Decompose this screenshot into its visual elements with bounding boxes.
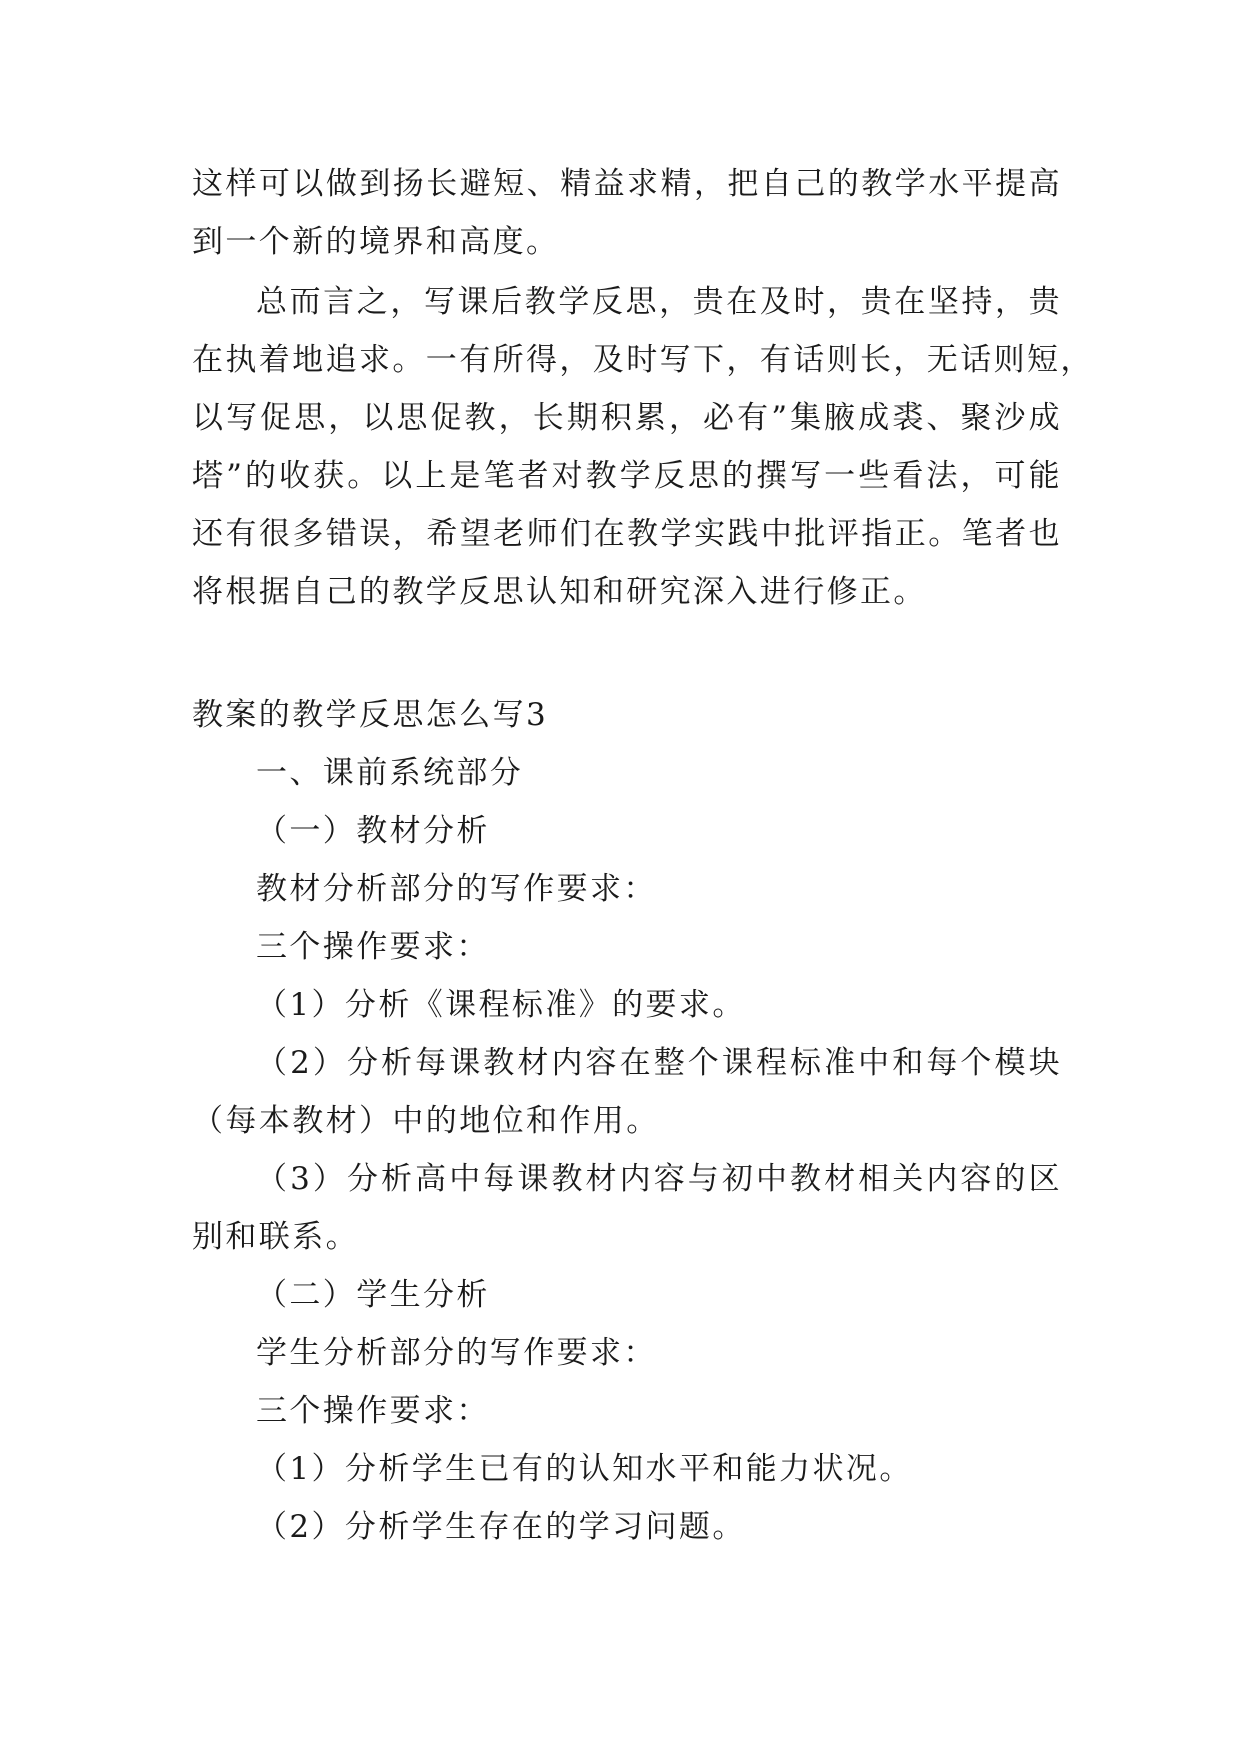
paragraph-line: 三个操作要求： [256,929,490,965]
list-item-continuation: 别和联系。 [192,1219,359,1255]
list-item-continuation: （每本教材）中的地位和作用。 [192,1103,660,1139]
list-item: （1）分析学生已有的认知水平和能力状况。 [256,1451,913,1487]
paragraph-line: 教材分析部分的写作要求： [256,871,657,907]
list-item: （2）分析每课教材内容在整个课程标准中和每个模块 [256,1045,1062,1081]
list-item: （2）分析学生存在的学习问题。 [256,1509,746,1545]
list-item: （3）分析高中每课教材内容与初中教材相关内容的区 [256,1161,1062,1197]
paragraph-line: 以写促思，以思促教，长期积累，必有”集腋成裘、聚沙成 [192,400,1062,436]
section-heading: 教案的教学反思怎么写3 [192,697,549,733]
list-item: （1）分析《课程标准》的要求。 [256,987,746,1023]
paragraph-line: 还有很多错误，希望老师们在教学实践中批评指正。笔者也 [192,516,1062,552]
paragraph-line: 三个操作要求： [256,1393,490,1429]
paragraph-line: 到一个新的境界和高度。 [192,224,560,260]
paragraph-line: 在执着地追求。一有所得，及时写下，有话则长，无话则短， [192,342,1094,378]
paragraph-line: 学生分析部分的写作要求： [256,1335,657,1371]
paragraph-line: 将根据自己的教学反思认知和研究深入进行修正。 [192,574,927,610]
subsection-heading: 一、课前系统部分 [256,755,524,791]
subsection-heading: （二）学生分析 [256,1277,490,1313]
paragraph-line: 总而言之，写课后教学反思，贵在及时，贵在坚持，贵 [256,284,1062,320]
subsection-heading: （一）教材分析 [256,813,490,849]
paragraph-line: 塔”的收获。以上是笔者对教学反思的撰写一些看法，可能 [192,458,1062,494]
paragraph-line: 这样可以做到扬长避短、精益求精，把自己的教学水平提高 [192,166,1062,202]
